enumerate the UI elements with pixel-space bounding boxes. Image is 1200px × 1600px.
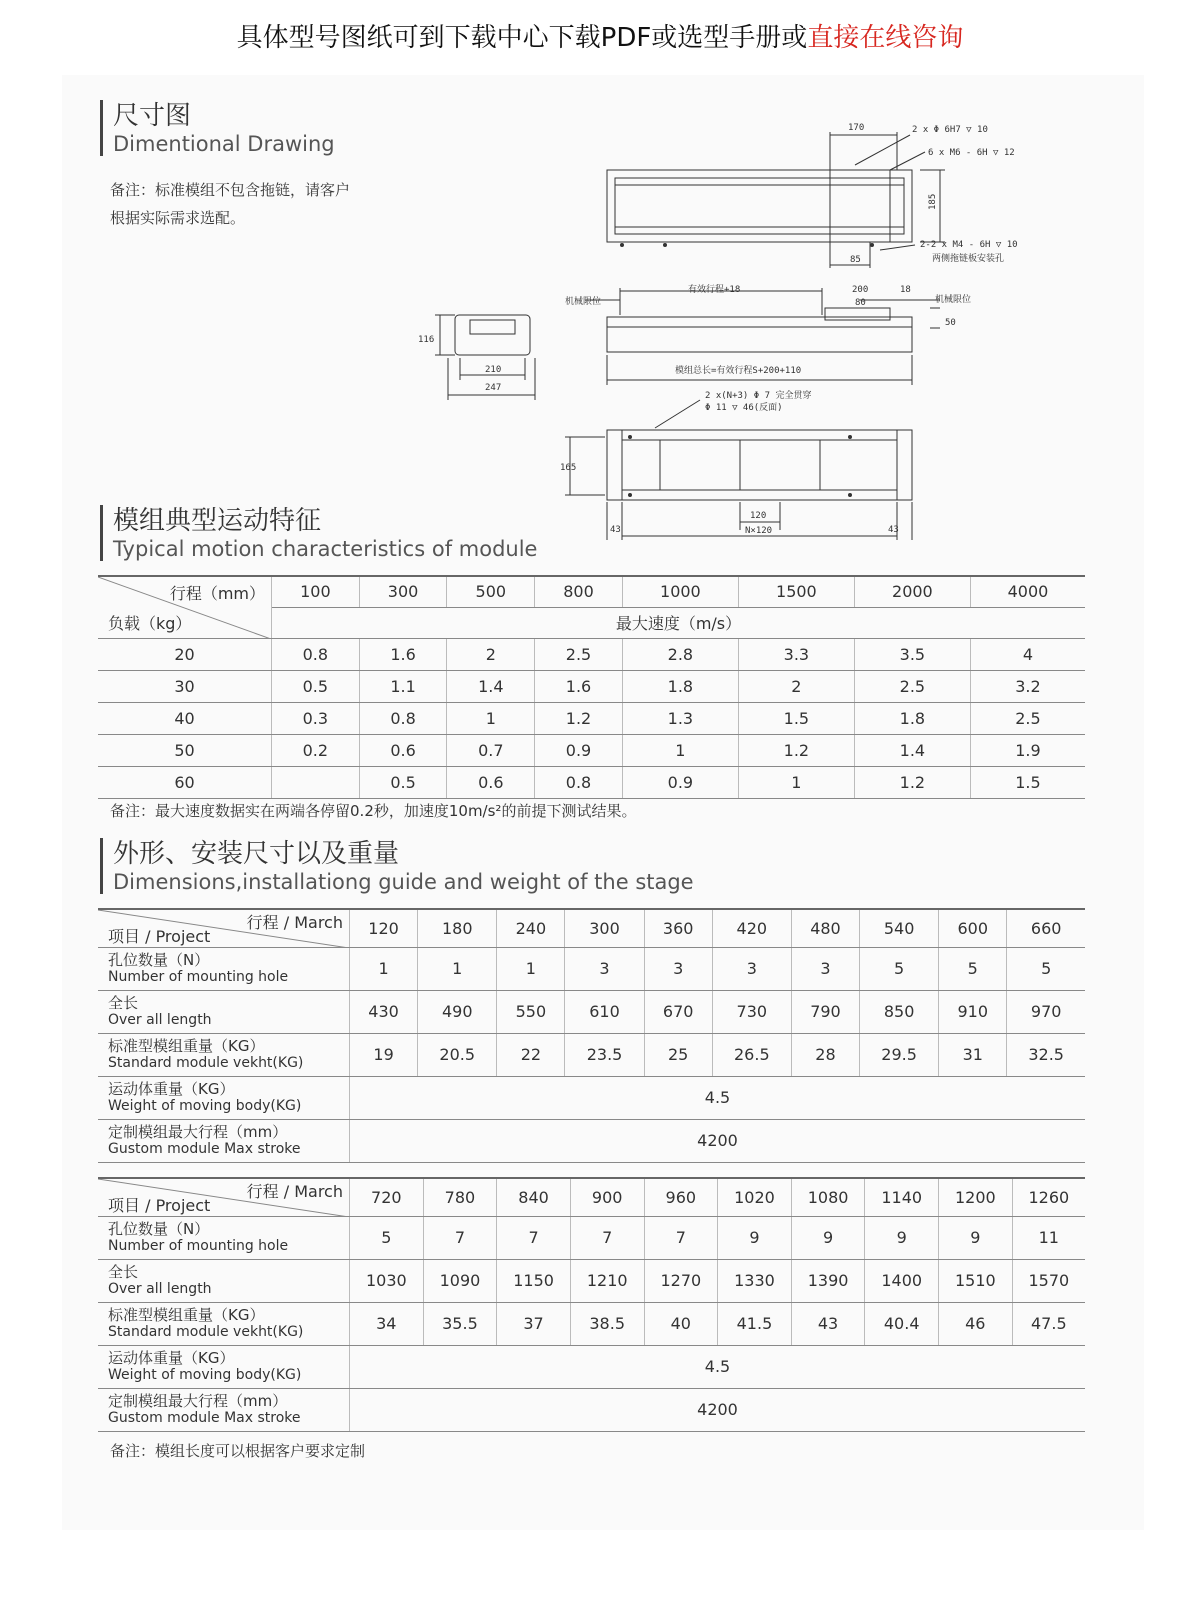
- speed-cell: 3.2: [970, 670, 1085, 702]
- table-row: [98, 734, 1085, 766]
- stroke-header: 120: [350, 909, 418, 947]
- dim-185: 185: [928, 193, 938, 210]
- length-cell: 730: [712, 990, 791, 1033]
- drawing-note-line1: 备注：标准模组不包含拖链，请客户: [110, 181, 351, 199]
- section-dimension-drawing-heading: [100, 100, 335, 156]
- speed-cell: 2: [738, 670, 854, 702]
- stroke-header: 300: [565, 909, 644, 947]
- header-stroke-label: 行程（mm）: [169, 584, 265, 603]
- stroke-header: 420: [712, 909, 791, 947]
- speed-cell: 1: [447, 702, 535, 734]
- header-march-label: 行程 / March: [246, 1182, 343, 1201]
- length-cell: 430: [350, 990, 418, 1033]
- top-banner: [0, 0, 1200, 70]
- speed-cell: 1.5: [970, 766, 1085, 798]
- holes-cell: 3: [644, 947, 712, 990]
- mech-limit-right: 机械限位: [935, 295, 972, 305]
- length-cell: 1570: [1012, 1259, 1085, 1302]
- max-speed-label: 最大速度（m/s）: [272, 607, 1086, 638]
- stroke-header: 2000: [854, 576, 970, 607]
- stroke-header: 1500: [738, 576, 854, 607]
- motion-table: [98, 575, 1085, 799]
- weight-cell: 40: [644, 1302, 718, 1345]
- speed-cell: 0.7: [447, 734, 535, 766]
- drawing-note: [110, 176, 350, 232]
- weight-cell: 34: [350, 1302, 424, 1345]
- stroke-header: 360: [644, 909, 712, 947]
- row-label-en: Number of mounting hole: [108, 1237, 289, 1254]
- speed-cell: 2.5: [535, 638, 623, 670]
- weight-cell: 31: [939, 1033, 1007, 1076]
- stroke-header: 1020: [718, 1178, 792, 1216]
- dim-85: 85: [850, 255, 861, 265]
- speed-cell: 1.2: [854, 766, 970, 798]
- section-title-en: Dimentional Drawing: [113, 132, 335, 156]
- weight-cell: 23.5: [565, 1033, 644, 1076]
- speed-cell: 1: [622, 734, 738, 766]
- row-label-en: Over all length: [108, 1011, 212, 1028]
- length-cell: 790: [791, 990, 859, 1033]
- weight-cell: 29.5: [860, 1033, 939, 1076]
- stroke-header: 1000: [622, 576, 738, 607]
- section-title-cn: 尺寸图: [113, 101, 192, 131]
- table-row: [98, 1388, 1085, 1431]
- stroke-header: 720: [350, 1178, 424, 1216]
- header-diagonal-cell: [98, 576, 272, 638]
- holes-cell: 11: [1012, 1216, 1085, 1259]
- length-cell: 1150: [497, 1259, 571, 1302]
- speed-cell: 0.3: [272, 702, 360, 734]
- holes-cell: 5: [860, 947, 939, 990]
- weight-cell: 35.5: [423, 1302, 497, 1345]
- row-label-cn: 标准型模组重量（KG）: [108, 1305, 265, 1324]
- holes-cell: 3: [712, 947, 791, 990]
- row-label-cn: 定制模组最大行程（mm）: [108, 1391, 288, 1410]
- speed-cell: 1.6: [535, 670, 623, 702]
- weight-cell: 26.5: [712, 1033, 791, 1076]
- speed-cell: 4: [970, 638, 1085, 670]
- speed-cell: [272, 766, 360, 798]
- load-value: 60: [98, 766, 272, 798]
- row-label-en: Standard module vekht(KG): [108, 1054, 304, 1071]
- row-label-max-stroke: [98, 1119, 350, 1162]
- dim-18: 18: [900, 285, 911, 295]
- table-row: [98, 1033, 1085, 1076]
- speed-cell: 0.8: [272, 638, 360, 670]
- speed-cell: 0.5: [359, 766, 447, 798]
- row-label-en: Weight of moving body(KG): [108, 1366, 302, 1383]
- weight-cell: 43: [791, 1302, 865, 1345]
- max-stroke-cell: 4200: [350, 1388, 1086, 1431]
- dim-50: 50: [945, 318, 956, 328]
- table-row: [98, 1259, 1085, 1302]
- section-title-cn: 模组典型运动特征: [113, 506, 322, 536]
- speed-cell: 1.8: [622, 670, 738, 702]
- weight-cell: 20.5: [418, 1033, 497, 1076]
- stroke-header: 900: [570, 1178, 644, 1216]
- weight-cell: 22: [497, 1033, 565, 1076]
- length-cell: 490: [418, 990, 497, 1033]
- length-cell: 1390: [791, 1259, 865, 1302]
- length-cell: 1030: [350, 1259, 424, 1302]
- row-label-cn: 孔位数量（N）: [108, 950, 210, 969]
- speed-cell: 1.9: [970, 734, 1085, 766]
- weight-cell: 19: [350, 1033, 418, 1076]
- row-label-cn: 运动体重量（KG）: [108, 1348, 235, 1367]
- row-label-cn: 运动体重量（KG）: [108, 1079, 235, 1098]
- moving-weight-cell: 4.5: [350, 1345, 1086, 1388]
- drawing-note-line2: 根据实际需求选配。: [110, 209, 246, 227]
- table-row: [98, 766, 1085, 798]
- section-title-en: Dimensions,installationg guide and weight of the stage: [113, 870, 694, 894]
- holes-cell: 3: [565, 947, 644, 990]
- stroke-header: 840: [497, 1178, 571, 1216]
- weight-cell: 28: [791, 1033, 859, 1076]
- holes-cell: 3: [791, 947, 859, 990]
- holes-cell: 9: [939, 1216, 1013, 1259]
- weight-cell: 40.4: [865, 1302, 939, 1345]
- speed-cell: 1.4: [854, 734, 970, 766]
- speed-cell: 0.2: [272, 734, 360, 766]
- holes-cell: 9: [865, 1216, 939, 1259]
- stroke-header: 540: [860, 909, 939, 947]
- end-view-outline: [455, 315, 530, 355]
- online-consult-link[interactable]: 直接在线咨询: [807, 22, 964, 53]
- length-cell: 550: [497, 990, 565, 1033]
- speed-cell: 2.5: [970, 702, 1085, 734]
- section-title-cn: 外形、安装尺寸以及重量: [113, 839, 400, 869]
- holes-cell: 1: [350, 947, 418, 990]
- speed-cell: 1.4: [447, 670, 535, 702]
- table-row: [98, 670, 1085, 702]
- table-row: [98, 1302, 1085, 1345]
- side-view-outline: [607, 317, 912, 352]
- table-row: [98, 638, 1085, 670]
- length-cell: 1400: [865, 1259, 939, 1302]
- row-label-cn: 全长: [108, 993, 139, 1012]
- row-label-en: Number of mounting hole: [108, 968, 289, 985]
- row-label-cn: 标准型模组重量（KG）: [108, 1036, 265, 1055]
- dim-80: 80: [855, 298, 866, 308]
- stroke-header: 300: [359, 576, 447, 607]
- stroke-header: 780: [423, 1178, 497, 1216]
- row-label-moving: [98, 1345, 350, 1388]
- holes-cell: 1: [497, 947, 565, 990]
- holes-cell: 5: [1007, 947, 1085, 990]
- table-row: [98, 702, 1085, 734]
- dim-stroke: 有效行程+18: [688, 285, 741, 295]
- stroke-header: 660: [1007, 909, 1085, 947]
- table-row: [98, 1119, 1085, 1162]
- row-label-max-stroke: [98, 1388, 350, 1431]
- speed-cell: 2.8: [622, 638, 738, 670]
- row-label-moving: [98, 1076, 350, 1119]
- length-cell: 910: [939, 990, 1007, 1033]
- table-row: [98, 1345, 1085, 1388]
- section-dimensions-heading: [100, 838, 694, 894]
- row-label-holes: [98, 1216, 350, 1259]
- holes-cell: 7: [644, 1216, 718, 1259]
- speed-cell: 3.3: [738, 638, 854, 670]
- dim-170: 170: [848, 123, 865, 133]
- header-march-label: 行程 / March: [246, 913, 343, 932]
- row-label-en: Weight of moving body(KG): [108, 1097, 302, 1114]
- row-label-cn: 孔位数量（N）: [108, 1219, 210, 1238]
- speed-cell: 1.5: [738, 702, 854, 734]
- load-value: 50: [98, 734, 272, 766]
- weight-cell: 38.5: [570, 1302, 644, 1345]
- stroke-header: 600: [939, 909, 1007, 947]
- hole-spec-dowel: 2 x Φ 6H7 ▽ 10: [912, 125, 988, 135]
- header-project-label: 项目 / Project: [108, 1195, 211, 1215]
- row-label-en: Gustom module Max stroke: [108, 1409, 301, 1426]
- header-project-label: 项目 / Project: [108, 926, 211, 946]
- row-label-cn: 定制模组最大行程（mm）: [108, 1122, 288, 1141]
- speed-cell: 0.9: [622, 766, 738, 798]
- dimensions-table-2: [98, 1177, 1085, 1432]
- table-row: [98, 1216, 1085, 1259]
- speed-cell: 2: [447, 638, 535, 670]
- header-diagonal-cell: [98, 1178, 350, 1216]
- length-cell: 610: [565, 990, 644, 1033]
- holes-cell: 7: [423, 1216, 497, 1259]
- table-row: [98, 947, 1085, 990]
- length-cell: 670: [644, 990, 712, 1033]
- speed-cell: 0.9: [535, 734, 623, 766]
- load-value: 30: [98, 670, 272, 702]
- weight-cell: 37: [497, 1302, 571, 1345]
- speed-cell: 0.5: [272, 670, 360, 702]
- holes-cell: 9: [718, 1216, 792, 1259]
- mech-limit-left: 机械限位: [565, 297, 602, 307]
- load-value: 40: [98, 702, 272, 734]
- speed-cell: 1.8: [854, 702, 970, 734]
- length-cell: 1210: [570, 1259, 644, 1302]
- load-value: 20: [98, 638, 272, 670]
- speed-cell: 1: [738, 766, 854, 798]
- weight-cell: 46: [939, 1302, 1013, 1345]
- dim-165: 165: [560, 463, 577, 473]
- dimension-drawing: [400, 110, 1060, 550]
- dim-200: 200: [852, 285, 869, 295]
- speed-cell: 1.2: [738, 734, 854, 766]
- max-stroke-cell: 4200: [350, 1119, 1086, 1162]
- hole-spec-through: 2 x(N+3) Φ 7 完全贯穿: [705, 391, 812, 401]
- length-cell: 1330: [718, 1259, 792, 1302]
- hole-spec-counterbore: Φ 11 ▽ 46(反面): [705, 403, 783, 413]
- dim-total-length: 模组总长=有效行程S+200+110: [675, 366, 802, 376]
- table-row: [98, 990, 1085, 1033]
- stroke-header: 800: [535, 576, 623, 607]
- weight-cell: 32.5: [1007, 1033, 1085, 1076]
- table-row: [98, 1076, 1085, 1119]
- row-label-weight: [98, 1302, 350, 1345]
- length-cell: 850: [860, 990, 939, 1033]
- top-view-outline: [607, 170, 912, 242]
- holes-cell: 1: [418, 947, 497, 990]
- holes-cell: 7: [570, 1216, 644, 1259]
- length-cell: 970: [1007, 990, 1085, 1033]
- row-label-en: Gustom module Max stroke: [108, 1140, 301, 1157]
- dim-43-left: 43: [610, 525, 621, 535]
- length-cell: 1270: [644, 1259, 718, 1302]
- stroke-header: 500: [447, 576, 535, 607]
- length-cell: 1090: [423, 1259, 497, 1302]
- speed-cell: 1.3: [622, 702, 738, 734]
- speed-cell: 1.6: [359, 638, 447, 670]
- stroke-header: 480: [791, 909, 859, 947]
- speed-cell: 1.2: [535, 702, 623, 734]
- stroke-header: 1080: [791, 1178, 865, 1216]
- stroke-header: 1260: [1012, 1178, 1085, 1216]
- stroke-header: 1140: [865, 1178, 939, 1216]
- dim-120: 120: [750, 511, 767, 521]
- stroke-header: 240: [497, 909, 565, 947]
- stroke-header: 180: [418, 909, 497, 947]
- weight-cell: 47.5: [1012, 1302, 1085, 1345]
- row-label-cn: 全长: [108, 1262, 139, 1281]
- row-label-en: Standard module vekht(KG): [108, 1323, 304, 1340]
- section-motion-heading: [100, 505, 537, 561]
- header-load-label: 负载（kg）: [108, 613, 192, 633]
- holes-cell: 9: [791, 1216, 865, 1259]
- section-title-en: Typical motion characteristics of module: [113, 537, 538, 561]
- dim-247: 247: [485, 383, 502, 393]
- dim-43-right: 43: [888, 525, 899, 535]
- row-label-en: Over all length: [108, 1280, 212, 1297]
- row-label-holes: [98, 947, 350, 990]
- speed-cell: 3.5: [854, 638, 970, 670]
- hole-spec-chain-note: 两侧拖链板安装孔: [932, 254, 1005, 264]
- row-label-weight: [98, 1033, 350, 1076]
- dim-210: 210: [485, 365, 502, 375]
- row-label-length: [98, 1259, 350, 1302]
- speed-cell: 0.8: [535, 766, 623, 798]
- dim-116: 116: [418, 335, 435, 345]
- speed-cell: 0.6: [359, 734, 447, 766]
- weight-cell: 25: [644, 1033, 712, 1076]
- holes-cell: 5: [350, 1216, 424, 1259]
- dim-n-120: N×120: [745, 526, 773, 536]
- hole-spec-chain: 2-2 x M4 - 6H ▽ 10: [920, 240, 1018, 250]
- moving-weight-cell: 4.5: [350, 1076, 1086, 1119]
- stroke-header: 100: [272, 576, 360, 607]
- length-note: 备注：模组长度可以根据客户要求定制: [110, 1442, 366, 1460]
- speed-cell: 0.8: [359, 702, 447, 734]
- speed-cell: 2.5: [854, 670, 970, 702]
- length-cell: 1510: [939, 1259, 1013, 1302]
- row-label-length: [98, 990, 350, 1033]
- speed-cell: 1.1: [359, 670, 447, 702]
- stroke-header: 1200: [939, 1178, 1013, 1216]
- weight-cell: 41.5: [718, 1302, 792, 1345]
- header-diagonal-cell: [98, 909, 350, 947]
- dimensions-table-1: [98, 908, 1085, 1163]
- holes-cell: 7: [497, 1216, 571, 1259]
- banner-text: 具体型号图纸可到下载中心下载PDF或选型手册或: [236, 22, 808, 53]
- holes-cell: 5: [939, 947, 1007, 990]
- motion-note: 备注：最大速度数据实在两端各停留0.2秒，加速度10m/s²的前提下测试结果。: [110, 802, 637, 820]
- stroke-header: 4000: [970, 576, 1085, 607]
- hole-spec-thread: 6 x M6 - 6H ▽ 12: [928, 148, 1015, 158]
- stroke-header: 960: [644, 1178, 718, 1216]
- speed-cell: 0.6: [447, 766, 535, 798]
